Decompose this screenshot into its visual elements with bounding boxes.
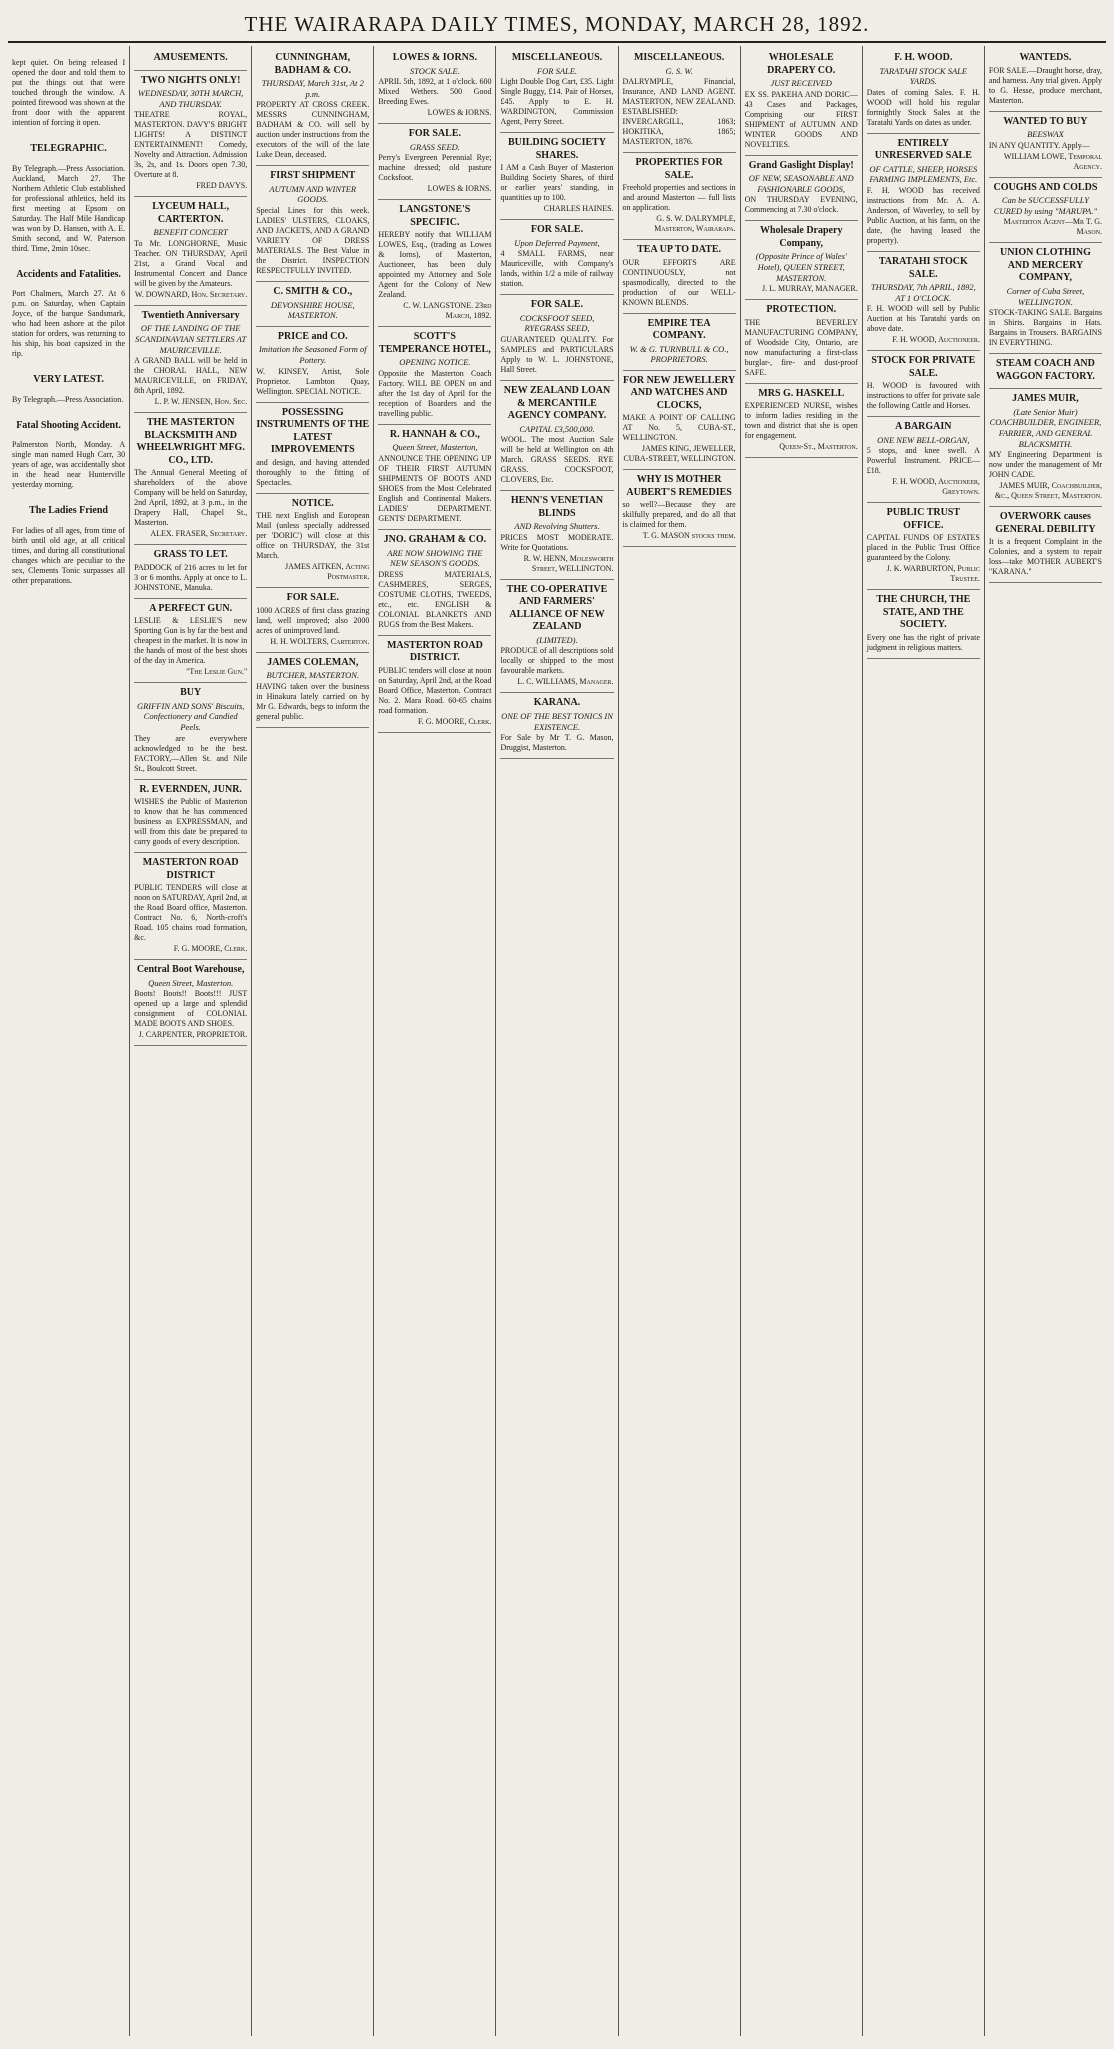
item-body: CAPITAL FUNDS OF ESTATES placed in the Public Trust Office guaranteed by the Colony. — [866, 533, 980, 563]
item-body: MAKE A POINT OF CALLING AT No. 5, CUBA-ST., WELLINGTON. — [622, 413, 736, 443]
column — [618, 46, 740, 2036]
item-heading: NEW ZEALAND LOAN & MERCANTILE AGENCY COMPANY. — [503, 385, 611, 421]
advertisement — [378, 327, 491, 425]
item-signature: JAMES MUIR, Coachbuilder, &c., Queen Street, Masterton. — [994, 481, 1102, 501]
item-subheading: Queen Street, Masterton. — [148, 977, 234, 988]
advertisement — [623, 371, 736, 471]
item-body: I AM a Cash Buyer of Masterton Building Society Shares, of third or earlier years' standing, in quantities up to 100. — [500, 163, 614, 203]
item-subheading: THURSDAY, March 31st, At 2 p.m. — [261, 78, 364, 99]
item-body: By Telegraph.—Press Association. — [12, 394, 124, 404]
advertisement — [623, 240, 736, 314]
advertisement — [623, 470, 736, 547]
item-body: THE BEVERLEY MANUFACTURING COMPANY, of Woodside City, Ontario, are now manufacturing a first-class burglar-, fire- and dust-proof SAFE. — [744, 317, 858, 377]
item-heading: JAMES COLEMAN, — [267, 656, 359, 668]
item-subheading: BUTCHER, MASTERTON. — [266, 670, 360, 680]
item-signature: F. G. MOORE, Clerk. — [417, 716, 492, 726]
item-heading: THE MASTERTON BLACKSMITH AND WHEELWRIGHT MFG. CO., LTD. — [136, 417, 245, 466]
advertisement — [256, 48, 369, 166]
advertisement — [623, 48, 736, 153]
item-subheading: AND Revolving Shutters. — [514, 521, 600, 532]
item-body: 4 SMALL FARMS, near Mauriceville, with Company's lands, within 1/2 a mile of railway station. — [500, 249, 614, 289]
item-heading: THE CHURCH, THE STATE, AND THE SOCIETY. — [876, 594, 971, 631]
item-heading: THE CO-OPERATIVE AND FARMERS' ALLIANCE OF NEW ZEALAND — [506, 583, 608, 633]
advertisement — [256, 653, 369, 728]
item-body: The Annual General Meeting of shareholders of the above Company will be held on Saturday, 2nd April, 1892, at 3 p.m., in the Drapery Hall, Chapel St., Masterton. — [134, 468, 248, 528]
masthead: THE WAIRARAPA DAILY TIMES, MONDAY, MARCH 28, 1892. — [8, 6, 1106, 43]
item-signature: JAMES KING, JEWELLER, CUBA-STREET, WELLINGTON. — [623, 444, 736, 464]
item-signature: Masterton Agent—Mr T. G. Mason. — [1003, 217, 1102, 237]
advertisement — [256, 588, 369, 653]
item-subheading: OF NEW, SEASONABLE AND FASHIONABLE GOODS, — [748, 173, 854, 194]
item-heading: Accidents and Fatalities. — [16, 268, 121, 280]
advertisement — [378, 636, 491, 733]
advertisement — [256, 282, 369, 327]
article — [12, 369, 125, 415]
item-heading: KARANA. — [533, 697, 581, 709]
item-heading: WHY IS MOTHER AUBERT'S REMEDIES — [626, 474, 732, 498]
advertisement — [256, 494, 369, 589]
advertisement — [134, 197, 247, 306]
article — [12, 500, 125, 596]
item-signature: R. W. HENN, Molesworth Street, WELLINGTON. — [523, 553, 614, 573]
advertisement — [134, 683, 247, 779]
item-body: HEREBY notify that WILLIAM LOWES, Esq., (trading as Lowes & Iorns), of Masterton, Auctioneer, has been duly appointed my Attorney and Sole Agent for the Colony of New Zealand. — [378, 230, 492, 300]
advertisement — [989, 178, 1102, 244]
advertisement — [745, 221, 858, 300]
item-subheading: Queen Street, Masterton, — [392, 442, 478, 453]
item-body: They are everywhere acknowledged to be the best. FACTORY,—Allen St. and Nile St., Boulcott Street. — [134, 733, 248, 773]
item-body: IN ANY QUANTITY. Apply— — [988, 140, 1090, 150]
advertisement — [623, 314, 736, 371]
item-subheading: Imitation the Seasoned Form of Pottery. — [258, 344, 367, 365]
advertisement — [989, 112, 1102, 178]
advertisement — [867, 590, 980, 659]
item-body: 5 stops, and knee swell. A Powerful Instrument. PRICE—£18. — [866, 446, 980, 476]
item-subheading: Corner of Cuba Street, WELLINGTON. — [1006, 285, 1085, 307]
item-subheading: STOCK SALE. — [409, 65, 460, 76]
item-heading: HENN'S VENETIAN BLINDS — [510, 495, 604, 519]
item-heading: AMUSEMENTS. — [153, 52, 228, 63]
item-signature: H. H. WOLTERS, Carterton. — [270, 636, 370, 646]
item-heading: COUGHS AND COLDS — [993, 181, 1098, 193]
item-body: Port Chalmers, March 27. At 6 p.m. on Saturday, when Captain Joyce, of the barque Sandsmark, who had been ashore at the pilot station for orders, was returning to his ship, his boat capsized in the rip. — [12, 289, 126, 358]
item-body: kept quiet. On being released I opened the door and told them to put the things out that were touched through the window. A pointed firewood was shown at the front door with the apparent intention of forcing it open. — [12, 58, 126, 127]
item-subheading: CAPITAL £3,500,000. — [519, 423, 595, 434]
item-signature: G. S. W. DALRYMPLE, Masterton, Wairarapa. — [654, 214, 736, 234]
item-heading: OVERWORK causes GENERAL DEBILITY — [995, 511, 1096, 535]
advertisement — [867, 351, 980, 417]
item-body: EXPERIENCED NURSE, wishes to inform ladies residing in the town and district that she is open for engagement. — [744, 401, 858, 441]
advertisement — [134, 71, 247, 198]
item-signature: LOWES & IORNS. — [427, 108, 492, 118]
article — [12, 415, 125, 501]
item-body: GUARANTEED QUALITY. For SAMPLES and PARTICULARS Apply to W. L. JOHNSTONE, Hall Street. — [500, 335, 614, 374]
item-subheading: THURSDAY, 7th APRIL, 1892, AT 1 O'CLOCK. — [870, 282, 976, 303]
item-body: Freehold properties and sections in and around Masterton — full lists on application. — [622, 183, 736, 213]
advertisement — [745, 48, 858, 156]
item-heading: PROPERTIES FOR SALE. — [635, 157, 723, 181]
article — [12, 264, 125, 370]
item-heading: LANGSTONE'S SPECIFIC. — [399, 204, 471, 228]
item-signature: F. G. MOORE, Clerk. — [173, 944, 248, 954]
item-body: DALRYMPLE, Financial, Insurance, AND LAND AGENT. MASTERTON, NEW ZEALAND. ESTABLISHED: INVERCARGILL, 1863; HOKITIKA, 1865; MASTERTON, 1876. — [622, 77, 736, 147]
item-body: so well?—Because they are skilfully prepared, and do all that is claimed for them. — [622, 500, 736, 530]
article — [12, 48, 125, 138]
item-body: ON THURSDAY EVENING, Commencing at 7.30 o'clock. — [744, 195, 858, 215]
item-heading: FOR SALE. — [286, 592, 339, 603]
item-heading: EMPIRE TEA COMPANY. — [647, 317, 711, 342]
item-heading: TEA UP TO DATE. — [637, 244, 722, 256]
advertisement — [989, 389, 1102, 507]
item-signature: W. DOWNARD, Hon. Secretary. — [134, 289, 248, 299]
item-heading: R. HANNAH & CO., — [389, 428, 480, 440]
item-body: HAVING taken over the business in Hinakura lately carried on by Mr G. Edwards, begs to inform the general public. — [256, 681, 370, 721]
item-heading: A BARGAIN — [895, 421, 952, 433]
advertisement — [378, 48, 491, 124]
item-signature: F. H. WOOD, Auctioneer. — [892, 335, 980, 345]
item-heading: POSSESSING INSTRUMENTS OF THE LATEST IMPROVEMENTS — [256, 406, 370, 455]
column — [373, 46, 495, 2036]
item-body: DRESS MATERIALS, CASHMERES, SERGES, COSTUME CLOTHS, TWEEDS, etc., etc. ENGLISH & COLONIAL BLANKETS AND RUGS from the Best Makers. — [378, 569, 492, 629]
item-body: FOR SALE.—Draught horse, dray, and harness. Any trial given. Apply to G. Hesse, produce merchant, Masterton. — [988, 65, 1102, 105]
column — [495, 46, 617, 2036]
advertisement — [134, 48, 247, 71]
item-heading: Central Boot Warehouse, — [136, 964, 245, 976]
item-subheading: AUTUMN AND WINTER GOODS. — [269, 183, 357, 205]
item-heading: The Ladies Friend — [29, 505, 108, 516]
item-subheading: G. S. W. — [665, 65, 693, 76]
item-body: F. H. WOOD will sell by Public Auction at his Taratahi yards on above date. — [866, 304, 980, 334]
item-heading: WANTEDS. — [1019, 52, 1072, 63]
item-heading: WANTED TO BUY — [1003, 115, 1088, 127]
item-heading: MASTERTON ROAD DISTRICT — [142, 857, 239, 881]
item-subheading: COCKSFOOT SEED, RYEGRASS SEED, — [519, 312, 595, 334]
item-subheading: WEDNESDAY, 30TH MARCH, AND THURSDAY. — [137, 88, 244, 109]
item-subheading: TARATAHI STOCK SALE YARDS. — [879, 65, 968, 87]
advertisement — [378, 124, 491, 200]
item-heading: FOR SALE. — [530, 299, 584, 311]
item-heading: FOR NEW JEWELLERY AND WATCHES AND CLOCKS, — [622, 374, 736, 411]
item-body: Boots! Boots!! Boots!!! JUST opened up a large and splendid consignment of COLONIAL MADE BOOTS AND SHOES. — [134, 989, 248, 1029]
item-body: PADDOCK of 216 acres to let for 3 or 6 months. Apply at once to L. JOHNSTONE, Manuka. — [134, 562, 248, 592]
item-body: APRIL 5th, 1892, at 1 o'clock. 600 Mixed Wethers. 500 Good Breeding Ewes. — [378, 77, 492, 107]
article — [12, 138, 125, 264]
item-body: EX SS. PAKEHA AND DORIC— 43 Cases and Packages, Comprising our FIRST SHIPMENT of AUTUMN AND WINTER GOODS AND NOVELTIES. — [744, 89, 858, 149]
item-signature: Queen-St., Masterton. — [779, 442, 858, 452]
item-subheading: ONE OF THE BEST TONICS IN EXISTENCE. — [501, 710, 613, 732]
item-body: and design, and having attended thoroughly to the fitting of Spectacles. — [256, 457, 370, 487]
advertisement — [989, 243, 1102, 354]
item-body: LESLIE & LESLIE'S new Sporting Gun is by far the best and cheapest in the market. It is now in the hands of most of the best shots of the day in America. — [134, 616, 248, 666]
item-body: F. H. WOOD has received instructions from Mr. A. A. Anderson, of Waverley, to sell by Public Auction, at his farm, on the date, (he having leased the property). — [866, 186, 980, 245]
item-subheading: ONE NEW BELL-ORGAN, — [877, 434, 970, 445]
item-body: 1000 ACRES of first class grazing land, well improved; also 2000 acres of unimproved land. — [256, 605, 370, 635]
advertisement — [256, 166, 369, 282]
advertisement — [867, 252, 980, 351]
item-heading: PRICE and CO. — [277, 330, 348, 342]
item-subheading: OPENING NOTICE. — [399, 357, 471, 368]
advertisement — [378, 425, 491, 530]
item-body: WOOL. The most Auction Sale will be held at Wellington on 4th March. GRASS SEEDS. RYE GRASS. COCKSFOOT, CLOVERS, Etc. — [500, 435, 614, 485]
item-heading: SCOTT'S TEMPERANCE HOTEL, — [379, 331, 491, 355]
column — [129, 46, 251, 2036]
column — [740, 46, 862, 2036]
item-subheading: ARE NOW SHOWING THE NEW SEASON'S GOODS. — [387, 547, 483, 569]
item-body: PUBLIC tenders will close at noon on Saturday, April 2nd, at the Road Board Office, Masterton. Contract No. 2. Mara Road. 60-65 chains road formation. — [378, 665, 492, 715]
item-body: For Sale by Mr T. G. Mason, Druggist, Masterton. — [500, 733, 614, 753]
item-heading: Wholesale Drapery Company, — [759, 225, 843, 249]
item-heading: STEAM COACH AND WAGGON FACTORY. — [995, 358, 1095, 382]
item-heading: UNION CLOTHING AND MERCERY COMPANY, — [1000, 247, 1091, 284]
item-subheading: Upon Deferred Payment, — [514, 237, 600, 248]
item-heading: FOR SALE. — [408, 128, 461, 140]
item-body: For ladies of all ages, from time of birth until old age, at all critical times, and during all constitutional changes which are peculiar to the sex, Clements Tonic surpasses all other preparations. — [12, 525, 126, 585]
item-signature: "The Leslie Gun." — [186, 667, 248, 677]
item-signature: LOWES & IORNS. — [427, 184, 492, 194]
item-heading: Fatal Shooting Accident. — [16, 419, 121, 431]
advertisement — [867, 503, 980, 590]
item-heading: WHOLESALE DRAPERY CO. — [767, 52, 836, 76]
item-heading: FIRST SHIPMENT — [270, 170, 356, 182]
item-heading: PUBLIC TRUST OFFICE. — [886, 507, 961, 531]
item-signature: L. C. WILLIAMS, Manager. — [517, 677, 614, 687]
item-signature: FRED DAVYS. — [196, 181, 248, 191]
item-heading: LYCEUM HALL, CARTERTON. — [152, 201, 230, 225]
item-signature: J. K. WARBURTON, Public Trustee. — [886, 564, 980, 584]
advertisement — [134, 306, 247, 413]
item-subheading: (LIMITED). — [536, 634, 578, 645]
advertisement — [256, 403, 369, 494]
advertisement — [500, 48, 613, 133]
item-signature: CHARLES HAINES. — [543, 204, 614, 214]
columns — [8, 46, 1106, 2036]
item-signature: J. L. MURRAY, MANAGER. — [761, 284, 858, 294]
item-signature: T. G. MASON stocks them. — [642, 531, 736, 541]
advertisement — [989, 507, 1102, 583]
item-heading: FOR SALE. — [530, 224, 584, 236]
item-signature: ALEX. FRASER, Secretary. — [150, 529, 248, 539]
advertisement — [134, 599, 247, 684]
item-body: Palmerston North, Monday. A single man named Hugh Carr, 30 years of age, was accidentally shot in the head near Hunterville yesterday morning. — [12, 440, 126, 489]
item-body: To Mr. LONGHORNE, Music Teacher. ON THURSDAY, April 21st, a Grand Vocal and Instrumental Concert and Dance will be given by the Amateurs. — [134, 238, 248, 288]
item-heading: ENTIRELY UNRESERVED SALE — [874, 137, 972, 162]
column — [251, 46, 373, 2036]
advertisement — [500, 133, 613, 220]
advertisement — [989, 48, 1102, 112]
item-body: THEATRE ROYAL, MASTERTON. DAVY'S BRIGHT LIGHTS! A DISTINCT ENTERTAINMENT! Comedy, Novelty and Attraction. Admission 3s, 2s, and 1s. Doors open 7.30, Overture at 8. — [134, 110, 248, 180]
item-body: It is a frequent Complaint in the Colonies, and a system to repair loss—take MOTHER AUBERT'S "KARANA." — [988, 537, 1102, 577]
column — [862, 46, 984, 2036]
item-subheading: W. & G. TURNBULL & CO., PROPRIETORS. — [629, 343, 729, 365]
item-body: WISHES the Public of Masterton to know that he has commenced business as EXPRESSMAN, and will from this date be prepared to carry goods of every description. — [134, 797, 248, 847]
advertisement — [867, 48, 980, 134]
advertisement — [745, 300, 858, 384]
advertisement — [134, 780, 247, 854]
advertisement — [134, 545, 247, 599]
item-body: PROPERTY AT CROSS CREEK. MESSRS CUNNINGHAM, BADHAM & CO. will sell by auction under instructions from the executors of the will of the late Luke Dean, deceased. — [256, 100, 370, 160]
advertisement — [500, 220, 613, 295]
item-body: Light Double Dog Cart, £35. Light Single Buggy, £14. Pair of Horses, £45. Apply to E. H. WARDINGTON, Commission Agent, Perry Street. — [500, 77, 614, 127]
item-subheading: GRASS SEED. — [409, 141, 460, 152]
item-heading: TWO NIGHTS ONLY! — [140, 74, 241, 86]
item-signature: JAMES AITKEN, Acting Postmaster. — [284, 562, 370, 581]
advertisement — [745, 156, 858, 222]
advertisement — [500, 381, 613, 491]
item-body: Opposite the Masterton Coach Factory. WILL BE OPEN on and after the 1st day of April for the reception of Boarders and the travelling public. — [378, 368, 492, 418]
advertisement — [378, 200, 491, 327]
item-signature: WILLIAM LOWE, Temporal Agency. — [1003, 151, 1102, 171]
advertisement — [867, 134, 980, 252]
item-heading: Twentieth Anniversary — [141, 309, 240, 321]
item-body: Special Lines for this week. LADIES' ULSTERS, CLOAKS, AND JACKETS, AND A GRAND VARIETY OF DRESS MATERIALS. The Best Value in the District. INSPECTION RESPECTFULLY INVITED. — [256, 206, 370, 275]
item-subheading: OF THE LANDING OF THE SCANDINAVIAN SETTLERS AT MAURICEVILLE. — [135, 323, 247, 355]
advertisement — [134, 853, 247, 960]
item-body: A GRAND BALL will be held in the CHORAL HALL, NEW MAURICEVILLE, on FRIDAY, 8th April, 1892. — [134, 356, 248, 396]
item-heading: CUNNINGHAM, BADHAM & CO. — [274, 52, 351, 76]
column — [984, 46, 1106, 2036]
item-heading: NOTICE. — [291, 497, 334, 509]
item-heading: MISCELLANEOUS. — [633, 52, 725, 63]
advertisement — [500, 693, 613, 759]
item-body: Perry's Evergreen Perennial Rye; machine dressed; old pasture Cocksfoot. — [378, 153, 492, 183]
item-subheading: Can be SUCCESSFULLY CURED by using "MARUPA." — [993, 195, 1098, 216]
item-body: STOCK-TAKING SALE. Bargains in Shirts. Bargains in Hats. Bargains in Trousers. BARGAINS IN EVERYTHING. — [988, 308, 1102, 348]
item-heading: TELEGRAPHIC. — [30, 143, 107, 154]
column — [8, 46, 129, 2036]
advertisement — [134, 960, 247, 1046]
item-heading: C. SMITH & CO., — [273, 286, 353, 297]
item-body: PRODUCE of all descriptions sold locally or shipped to the most favourable markets. — [500, 646, 614, 676]
item-body: THE next English and European Mail (unless specially addressed per 'DORIC') will close at this office on THURSDAY, the 31st March. — [256, 511, 370, 560]
item-heading: STOCK FOR PRIVATE SALE. — [871, 355, 976, 379]
item-body: MY Engineering Department is now under the management of Mr JOHN CADE. — [988, 450, 1102, 480]
item-heading: R. EVERNDEN, JUNR. — [139, 783, 242, 795]
item-subheading: (Late Senior Muir) COACHBUILDER, ENGINEER, FARRIER, AND GENERAL BLACKSMITH. — [989, 406, 1102, 449]
item-heading: PROTECTION. — [766, 304, 837, 316]
item-subheading: JUST RECEIVED — [770, 78, 832, 88]
item-heading: BUY — [180, 687, 202, 699]
item-heading: F. H. WOOD. — [894, 52, 953, 63]
item-heading: GRASS TO LET. — [153, 549, 228, 561]
item-heading: LOWES & IORNS. — [392, 52, 477, 63]
item-heading: JAMES MUIR, — [1012, 393, 1079, 405]
item-signature: L. P. W. JENSEN, Hon. Sec. — [154, 397, 248, 407]
advertisement — [500, 580, 613, 694]
item-body: PRICES MOST MODERATE. Write for Quotations. — [500, 532, 614, 552]
advertisement — [378, 530, 491, 636]
item-heading: A PERFECT GUN. — [149, 602, 233, 614]
item-subheading: BENEFIT CONCERT — [153, 227, 228, 238]
item-body: ANNOUNCE THE OPENING UP OF THEIR FIRST AUTUMN SHIPMENTS OF BOOTS AND SHOES from the Most Celebrated English and Continental Makers. LADIES' DEPARTMENT. GENTS' DEPARTMENT. — [378, 454, 492, 523]
advertisement — [256, 327, 369, 403]
item-body: By Telegraph.—Press Association. Auckland, March 27. The Northern Athletic Club established for professional athletics, held its first meeting at Epsom on Saturday. The Half Mile Handicap was won by D. Hansen, with A. E. Smith second, and W. Paterson third. Time, 2min 10sec. — [12, 163, 126, 253]
item-heading: MRS G. HASKELL — [758, 387, 845, 399]
item-heading: TARATAHI STOCK SALE. — [878, 256, 968, 280]
item-heading: JNO. GRAHAM & CO. — [383, 534, 487, 545]
item-subheading: OF CATTLE, SHEEP, HORSES FARMING IMPLEMENTS, Etc. — [869, 163, 978, 185]
item-signature: J. CARPENTER, PROPRIETOR. — [138, 1030, 248, 1040]
item-subheading: (Opposite Prince of Wales' Hotel), QUEEN STREET, MASTERTON. — [755, 251, 847, 283]
advertisement — [134, 413, 247, 545]
item-body: Every one has the right of private judgment in religious matters. — [866, 632, 980, 652]
item-subheading: DEVONSHIRE HOUSE, MASTERTON. — [270, 299, 355, 321]
item-heading: BUILDING SOCIETY SHARES. — [507, 137, 607, 161]
advertisement — [867, 417, 980, 503]
item-body: W. KINSEY, Artist, Sole Proprietor. Lambton Quay, Wellington. SPECIAL NOTICE. — [256, 366, 370, 396]
item-body: H. WOOD is favoured with instructions to offer for private sale the following Cattle and Horses. — [866, 381, 980, 411]
item-subheading: BEESWAX — [1027, 129, 1064, 139]
item-heading: MASTERTON ROAD DISTRICT. — [386, 639, 483, 664]
item-body: OUR EFFORTS ARE CONTINUOUSLY, not spasmodically, directed to the production of our WELL-KNOWN BLENDS. — [622, 257, 736, 307]
item-body: PUBLIC TENDERS will close at noon on SATURDAY, April 2nd, at the Road Board office, Masterton. Contract No. 6, North-croft's Road. 105 chains road formation, &c. — [134, 883, 248, 943]
item-subheading: GRIFFIN AND SONS' Biscuits, Confectionery and Candied Peels. — [136, 700, 245, 732]
advertisement — [989, 354, 1102, 389]
item-subheading: FOR SALE. — [536, 65, 578, 76]
item-signature: C. W. LANGSTONE. 23rd March, 1892. — [403, 301, 492, 321]
advertisement — [623, 153, 736, 240]
item-body: Dates of coming Sales. F. H. WOOD will hold his regular fortnightly Stock Sales at the Taratahi Yards on dates as under. — [866, 87, 980, 127]
advertisement — [500, 295, 613, 381]
item-heading: MISCELLANEOUS. — [511, 52, 603, 63]
item-heading: VERY LATEST. — [33, 374, 104, 385]
item-heading: Grand Gaslight Display! — [748, 159, 854, 171]
advertisement — [745, 384, 858, 459]
item-signature: F. H. WOOD, Auctioneer, Greytown. — [892, 477, 980, 497]
advertisement — [500, 491, 613, 580]
